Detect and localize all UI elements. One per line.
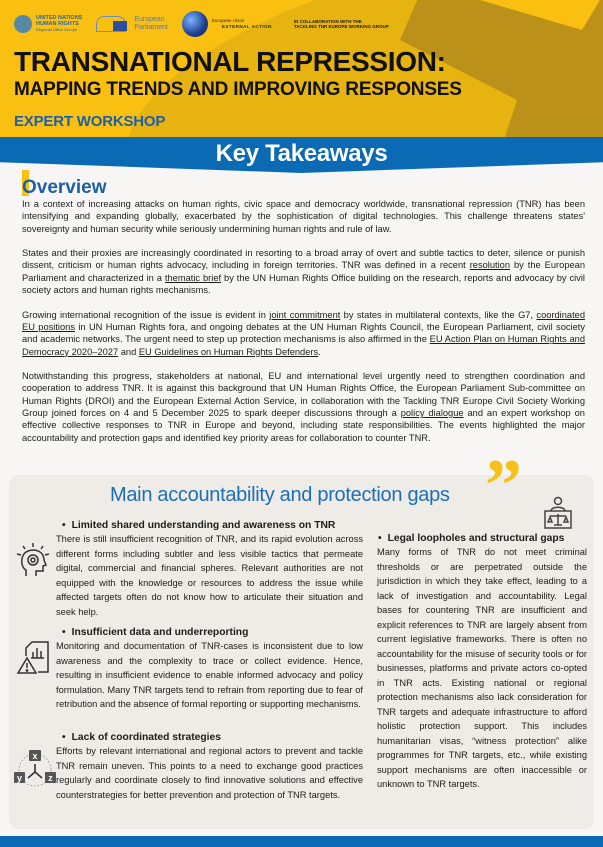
logo-ep-line1: European <box>134 16 165 23</box>
page-title-line2: MAPPING TRENDS AND IMPROVING RESPONSES <box>14 79 462 100</box>
link-thematic-brief[interactable]: thematic brief <box>164 272 222 283</box>
data-warning-icon <box>16 640 52 676</box>
header-banner <box>0 0 603 137</box>
link-resolution[interactable]: resolution <box>469 260 511 271</box>
collab-line1: IN COLLABORATION WITH THE <box>293 19 362 24</box>
footer-bar <box>0 836 603 847</box>
logo-un-human-rights <box>14 15 82 33</box>
gap-2-heading: • Insufficient data and underreporting <box>62 627 249 638</box>
key-takeaways-title: Key Takeaways <box>215 140 388 167</box>
svg-text:x: x <box>32 751 38 761</box>
scales-justice-icon <box>541 496 575 530</box>
gap-3-body: Efforts by relevant international and regional actors to prevent and tackle TNR remain uneven. This points to a need to exchange good practices regularly and coordinate closely to find innovative solutions and effective counterstrategies for better prevention and protection of TNR targets. <box>56 746 363 800</box>
overview-heading: Overview <box>22 177 107 198</box>
logo-un-line3: Regional Office Europe <box>36 27 78 32</box>
gap-4-heading: • Legal loopholes and structural gaps <box>378 533 565 544</box>
xyz-axes-icon <box>14 748 56 788</box>
collaboration-note <box>294 19 389 29</box>
gaps-heading: Main accountability and protection gaps <box>110 484 450 506</box>
gap-4-body: Many forms of TNR do not meet criminal thresholds or are perpetrated outside the jurisdiction in which they take effect, leading to a lack of investigation and accountability. Legal bases for countering TNR are insufficient and explicit references to TNR are largely absent from current legislative frameworks. There is often no accountability for the misuse of security tools or for businesses, platforms and private actors co-opted in TNR acts. Existing national or regional protection mechanisms also lack consideration for TNR targets and adequate infrastructure to afford holistic protection support. This includes humanitarian visas, “witness protection” alike programmes for TNR targets, etc., while existing support mechanisms are often inaccessible or unknown to TNR targets. <box>377 547 587 789</box>
logo-un-line1: UNITED NATIONS <box>36 15 83 21</box>
logo-eeas <box>182 11 272 37</box>
link-eu-action-plan[interactable]: EU Action Plan on Human Rights and Democracy 2020–2027 <box>22 334 586 357</box>
gap-1-heading: • Limited shared understanding and awareness on TNR <box>62 520 336 531</box>
link-joint-commitment[interactable]: joint commitment <box>269 309 341 320</box>
svg-text:y: y <box>16 773 23 783</box>
svg-text:z: z <box>48 773 53 783</box>
overview-paragraph-4: Notwithstanding this progress, stakeholders at national, EU and international level urgently need to strengthen coordination and cooperation to address TNR. It is against this background that UN Human Rights Office, the European Parliament Sub-committee on Human Rights (DROI) and the European External Action Service, in collaboration with the Tackling TNR Europe Civil Society Working Group joined forces on 4 and 5 December 2025 to spark deeper discussions through a policy dialogue and an expert workshop on effective collective responses to TNR in Europe and beyond, including state responsibilities. The events highlighted the major accountability and protection gaps and identified key priority areas for collaboration to counter TNR. <box>22 371 585 443</box>
logo-un-line2: HUMAN RIGHTS <box>36 21 79 27</box>
logo-eeas-line2: EXTERNAL ACTION <box>221 24 272 29</box>
logo-eeas-line1: European Union <box>211 18 245 23</box>
head-target-icon <box>14 540 54 584</box>
quote-mark-icon: ” <box>485 445 522 527</box>
page-title: TRANSNATIONAL REPRESSION: <box>14 46 446 77</box>
ep-hemicycle-icon <box>96 16 126 32</box>
logo-ep-line2: Parliament <box>134 24 168 31</box>
overview-paragraph-2: States and their proxies are increasingly coordinated in resorting to a broad array of overt and subtle tactics to deter, silence or punish dissent, criticism or human rights advocacy, including in foreign territories. TNR was defined in a recent resolution by the European Parliament and characterized in a thematic brief by the UN Human Rights Office building on the research, reports and advocacy by civil society actors and human rights mechanisms. <box>22 248 586 296</box>
link-coordinated-eu-positions[interactable]: coordinated EU positions <box>22 309 586 332</box>
logo-european-parliament <box>96 16 167 32</box>
gap-1-body: There is still insufficient recognition of TNR, and its rapid evolution across different forms including subtler and less visible tactics that permeate digital, commercial and financial spheres. Relevant authorities are not equipped with the knowledge or resources to address the issue while affected targets often do not know how to articulate their situation and seek help. <box>56 534 363 617</box>
collab-line2: TACKLING TNR EUROPE WORKING GROUP <box>293 24 389 29</box>
link-eu-guidelines-hrd[interactable]: EU Guidelines on Human Rights Defenders <box>138 346 319 357</box>
page-subtitle: EXPERT WORKSHOP <box>14 113 166 130</box>
link-policy-dialogue[interactable]: policy dialogue <box>400 408 464 419</box>
un-emblem-icon <box>14 15 32 33</box>
eeas-globe-icon <box>182 11 208 37</box>
overview-body <box>22 198 585 456</box>
partner-logos <box>14 10 389 38</box>
gap-3-heading: • Lack of coordinated strategies <box>62 732 221 743</box>
overview-paragraph-1: In a context of increasing attacks on human rights, civic space and democracy worldwide, transnational repression (TNR) has been intensifying and expanding globally, exacerbated by the sophistication of digital technologies. This challenge threatens states' sovereignty and human security while seriously undermining human rights and rule of law. <box>22 199 585 234</box>
overview-paragraph-3: Growing international recognition of the issue is evident in joint commitment by states in multilateral contexts, like the G7, coordinated EU positions in UN Human Rights fora, and ongoing debates at the UN Human Rights Council, the European Parliament, civil society and academic networks. The urgent need to step up protection mechanisms is also affirmed in the EU Action Plan on Human Rights and Democracy 2020–2027 and EU Guidelines on Human Rights Defenders. <box>22 309 586 357</box>
gap-2-body: Monitoring and documentation of TNR-cases is inconsistent due to low awareness and the complexity to trace or collect evidence. Hence, resulting in insufficient evidence to enable informed advocacy and policy formulation. Many TNR targets tend to refrain from reporting due to fear of retribution and the absence of formal reporting or supporting mechanisms. <box>56 641 363 709</box>
